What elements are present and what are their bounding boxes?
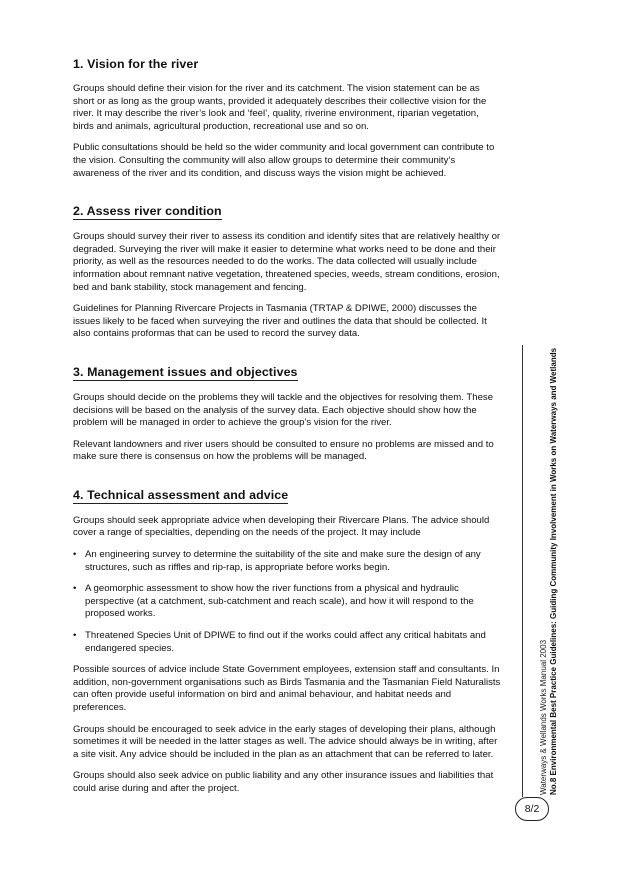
section-assess-river-condition xyxy=(73,202,501,341)
list-item xyxy=(73,583,501,621)
list-item-text: A geomorphic assessment to show how the river functions from a physical and hydraulic perspective (at a catchment, sub-catchment and reach scale), and how it will respond to the proposed works. xyxy=(85,583,474,620)
list-item-text: Threatened Species Unit of DPIWE to find out if the works could affect any critical habitats and endangered species. xyxy=(85,630,486,654)
bullet-icon: • xyxy=(73,549,77,561)
paragraph: Guidelines for Planning Rivercare Projects in Tasmania (TRTAP & DPIWE, 2000) discusses the issues likely to be faced when surveying the river and outlines the data that should be collected. It also contains proformas that can be used to record the survey data. xyxy=(73,303,487,340)
paragraph: Groups should decide on the problems they will tackle and the objectives for resolving them. These decisions will be based on the analysis of the survey data. Each objective should show how the problem will be managed in order to achieve the group’s vision for the river. xyxy=(73,391,494,429)
paragraph: Groups should seek appropriate advice when developing their Rivercare Plans. The advice should cover a range of specialties, depending on the needs of the project. It may include xyxy=(73,514,490,539)
paragraph: Groups should be encouraged to seek advice in the early stages of developing their plans, although sometimes it will be needed in the latter stages as well. The advice should always be in writing, after a site visit. Any advice should be included in the plan as an attachment that can be referred to later. xyxy=(73,723,498,760)
section-heading: 3. Management issues and objectives xyxy=(73,364,298,379)
sidebar-divider xyxy=(522,345,523,797)
paragraph: Groups should define their vision for the river and its catchment. The vision statement can be as short or as long as the group wants, provided it adequately describes their collective vision for the river. It may describe the river’s look and ‘feel’, quality, riverine environment, riparian vegetation, birds and animals, agricultural production, recreational use and so on. xyxy=(73,83,487,132)
section-heading: 1. Vision for the river xyxy=(73,57,199,71)
section-management-issues xyxy=(73,363,501,464)
list-item xyxy=(73,549,501,574)
section-heading: 4. Technical assessment and advice xyxy=(73,487,289,502)
paragraph: Groups should survey their river to assess its condition and identify sites that are relatively healthy or degraded. Surveying the river will make it easier to determine what works need to be done and their priority, as well as the resources needed to do the works. The data collected will usually include information about remnant native vegetation, threatened species, weeds, stream conditions, erosion, bed and bank stability, stock management and fencing. xyxy=(73,231,501,293)
advice-list xyxy=(73,549,501,655)
paragraph: Groups should also seek advice on public liability and any other insurance issues and liabilities that could arise during and after the project. xyxy=(73,770,494,794)
list-item xyxy=(73,630,501,655)
paragraph: Public consultations should be held so the wider community and local government can contribute to the vision. Consulting the community will also allow groups to determine their community’s awareness of the river and its condition, and discuss ways the vision might be achieved. xyxy=(73,142,495,179)
section-vision xyxy=(73,55,501,180)
section-technical-assessment xyxy=(73,486,501,796)
paragraph: Relevant landowners and river users should be consulted to ensure no problems are missed and to make sure there is consensus on how the problems will be managed. xyxy=(73,438,494,463)
section-heading: 2. Assess river condition xyxy=(73,204,222,219)
paragraph: Possible sources of advice include State Government employees, extension staff and consultants. In addition, non-government organisations such as Birds Tasmania and the Tasmanian Field Naturalists can often provide useful information on bird and animal behaviour, and habitat needs and preferences. xyxy=(73,664,501,713)
manual-title: Waterways & Wellands Works Manual 2003 xyxy=(539,639,548,795)
list-item-text: An engineering survey to determine the suitability of the site and make sure the design of any structures, such as riffles and rip-rap, is appropriate before works begin. xyxy=(85,549,481,573)
main-content xyxy=(73,55,501,818)
guideline-title: No.8 Environmental Best Practice Guidelines: Guiding Community Involvement in Works on Waterways and Wetlands xyxy=(549,347,558,795)
sidebar-running-header xyxy=(537,347,559,795)
page-number: 8/2 xyxy=(515,797,549,821)
bullet-icon: • xyxy=(73,630,77,642)
bullet-icon: • xyxy=(73,583,77,595)
